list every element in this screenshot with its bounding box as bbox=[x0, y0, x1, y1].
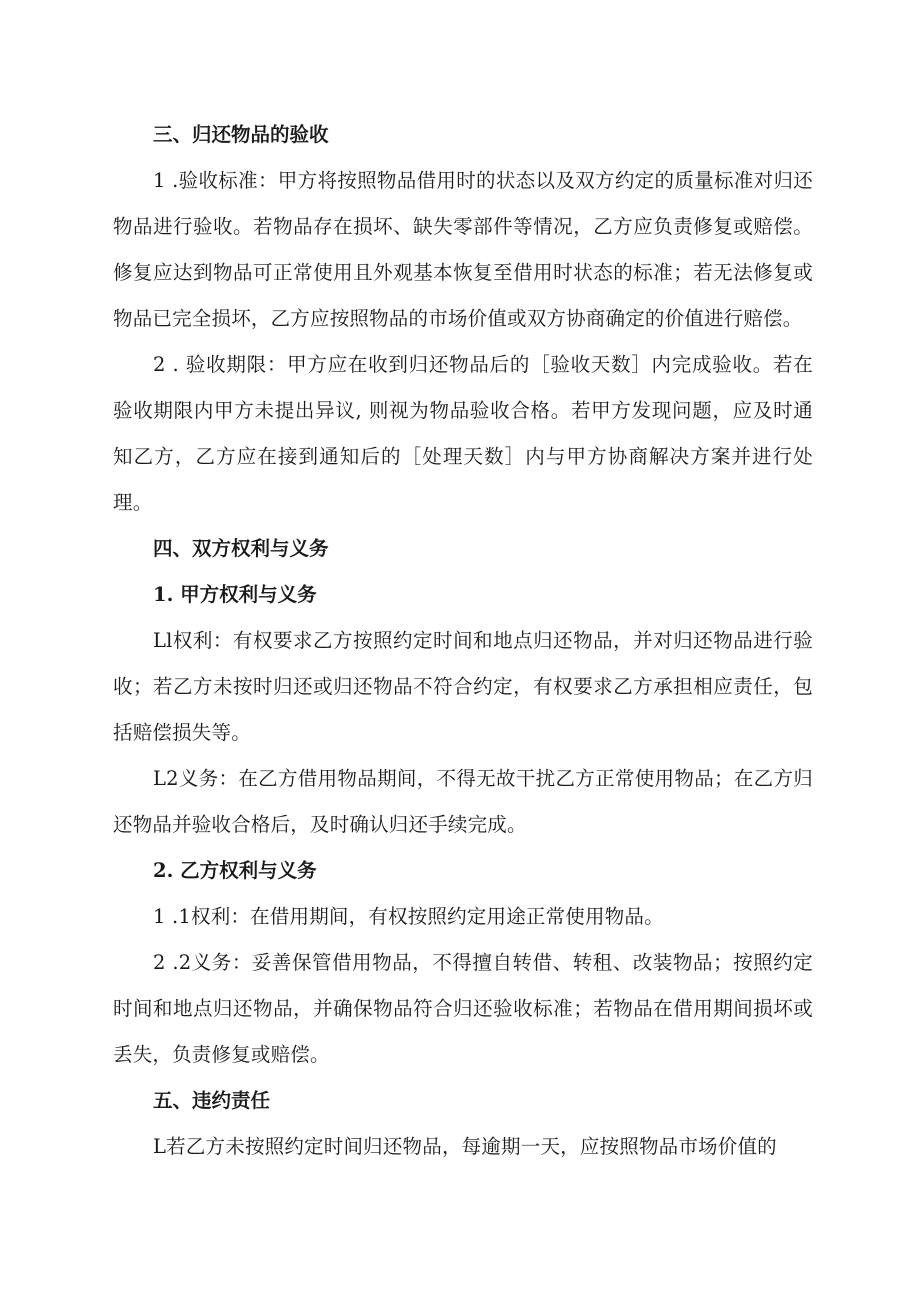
party-b-rights-paragraph: 1 .1权利：在借用期间，有权按照约定用途正常使用物品。 bbox=[153, 905, 664, 928]
section-5-heading: 五、违约责任 bbox=[153, 1089, 271, 1112]
party-b-heading: 2. 乙方权利与义务 bbox=[153, 859, 317, 882]
document-body bbox=[113, 112, 813, 1170]
party-a-heading: 1. 甲方权利与义务 bbox=[153, 583, 317, 606]
section-3-heading: 三、归还物品的验收 bbox=[153, 123, 329, 146]
section-4-heading: 四、双方权利与义务 bbox=[153, 537, 329, 560]
acceptance-standard-paragraph: 1 .验收标准：甲方将按照物品借用时的状态以及双方约定的质量标准对归还物品进行验收。若物品存在损坏、缺失零部件等情况，乙方应负责修复或赔偿。修复应达到物品可正常使用且外观基本恢复至借用时状态的标准；若无法修复或物品已完全损坏，乙方应按照物品的市场价值或双方协商确定的价值进行赔偿。 bbox=[113, 169, 813, 330]
party-a-rights-paragraph: Ll权利：有权要求乙方按照约定时间和地点归还物品，并对归还物品进行验收；若乙方未按时归还或归还物品不符合约定，有权要求乙方承担相应责任，包括赔偿损失等。 bbox=[113, 629, 813, 744]
acceptance-period-paragraph: 2 . 验收期限：甲方应在收到归还物品后的［验收天数］内完成验收。若在验收期限内甲方未提出异议, 则视为物品验收合格。若甲方发现问题，应及时通知乙方，乙方应在接到通知后的［处理天数］内与甲方协商解决方案并进行处理。 bbox=[113, 353, 813, 514]
party-a-duties-paragraph: L2义务：在乙方借用物品期间，不得无故干扰乙方正常使用物品；在乙方归还物品并验收合格后，及时确认归还手续完成。 bbox=[113, 767, 813, 836]
liability-paragraph: L若乙方未按照约定时间归还物品，每逾期一天，应按照物品市场价值的 bbox=[153, 1135, 777, 1158]
party-b-duties-paragraph: 2 .2义务：妥善保管借用物品，不得擅自转借、转租、改装物品；按照约定时间和地点归还物品，并确保物品符合归还验收标准；若物品在借用期间损坏或丢失，负责修复或赔偿。 bbox=[113, 951, 813, 1066]
